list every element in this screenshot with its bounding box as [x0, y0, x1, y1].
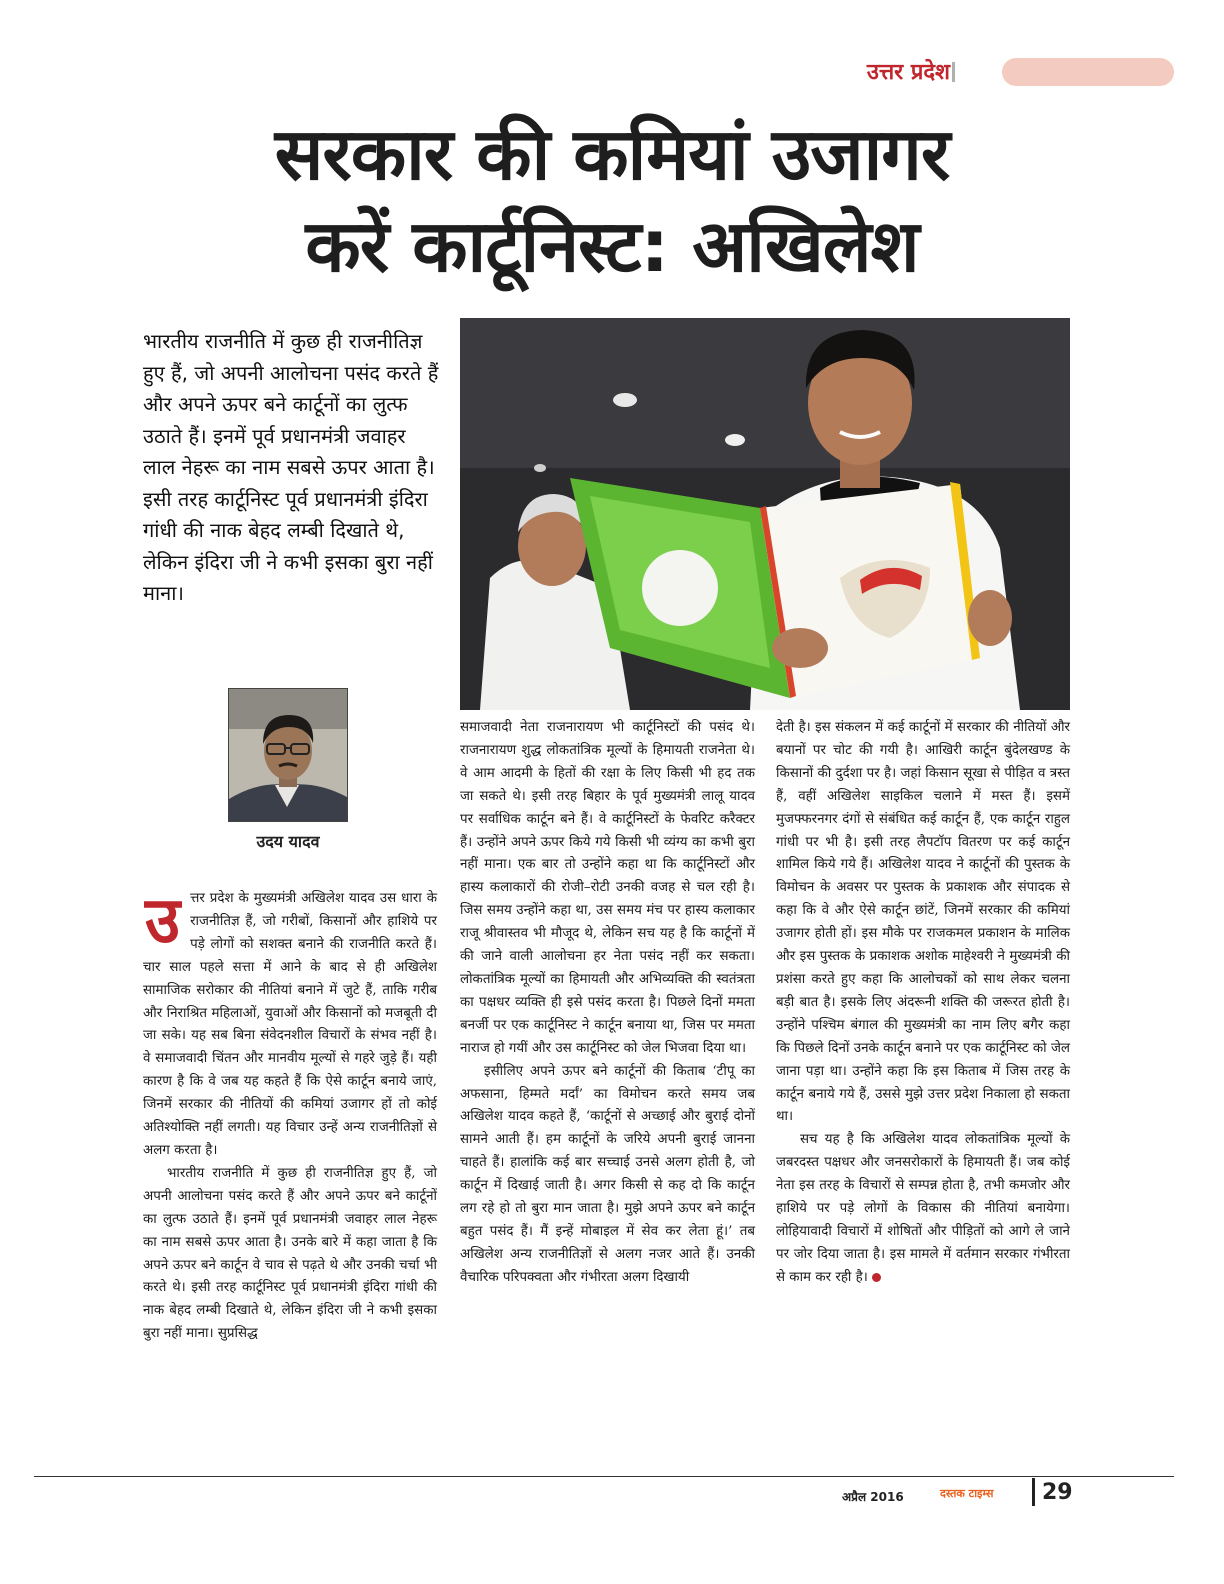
column-3-text-2: सच यह है कि अखिलेश यादव लोकतांत्रिक मूल्यों के जबरदस्त पक्षधर और जनसरोकारों के हिमायती हैं। जब कोई नेता इस तरह के विचारों से सम्पन्न होता है, तभी कमजोर और हाशिये पर पड़े लोगों के विकास की नीतियां बनायेगा। लोहियावादी विचारों में शोषितों और पीड़ितों को आगे ले जाने पर जोर दिया जाता है। इस मामले में वर्तमान सरकार गंभीरता से काम कर रही है। — [776, 1132, 1070, 1285]
intro-text: भारतीय राजनीति में कुछ ही राजनीतिज्ञ हुए हैं, जो अपनी आलोचना पसंद करते हैं और अपने ऊपर बने कार्टूनों का लुत्फ उठाते हैं। इनमें पूर्व प्रधानमंत्री जवाहर लाल नेहरू का नाम सबसे ऊपर आता है। इसी तरह कार्टूनिस्ट पूर्व प्रधानमंत्री इंदिरा गांधी की नाक बेहद लम्बी दिखाते थे, लेकिन इंदिरा जी ने कभी इसका बुरा नहीं माना। — [143, 329, 439, 605]
column-2-paragraph-1: समाजवादी नेता राजनारायण भी कार्टूनिस्टों की पसंद थे। राजनारायण शुद्ध लोकतांत्रिक मूल्यों के हिमायती राजनेता थे। वे आम आदमी के हितों की रक्षा के लिए किसी भी हद तक जा सकते थे। इसी तरह बिहार के पूर्व मुख्यमंत्री लालू यादव पर सर्वाधिक कार्टून बने हैं। वे कार्टूनिस्टों के फेवरिट करैक्टर हैं। उन्होंने अपने ऊपर किये गये किसी भी व्यंग्य का कभी बुरा नहीं माना। एक बार तो उन्होंने कहा था कि कार्टूनिस्टों और हास्य कलाकारों की रोजी–रोटी उनकी वजह से चल रही है। जिस समय उन्होंने कहा था, उस समय मंच पर हास्य कलाकार राजू श्रीवास्तव भी मौजूद थे, लेकिन सच यह है कि कार्टूनों में की जाने वाली आलोचना हर नेता पसंद नहीं कर सकता। लोकतांत्रिक मूल्यों का हिमायती और अभिव्यक्ति की स्वतंत्रता का पक्षधर व्यक्ति ही इसे पसंद करता है। पिछले दिनों ममता बनर्जी पर एक कार्टूनिस्ट ने कार्टून बनाया था, जिस पर ममता नाराज हो गयीं और उस कार्टूनिस्ट को जेल भिजवा दिया था। — [460, 720, 755, 1056]
article-column-2 — [460, 717, 755, 1290]
author-portrait-illustration — [229, 689, 347, 821]
section-label: उत्तर प्रदेश — [866, 60, 950, 85]
author-name: उदय यादव — [256, 832, 320, 851]
author-photo — [228, 688, 348, 822]
column-1-paragraph-1 — [143, 884, 437, 1163]
footer-separator — [1032, 1478, 1035, 1506]
column-3-paragraph-1: देती है। इस संकलन में कई कार्टूनों में सरकार की नीतियों और बयानों पर चोट की गयी है। आखिरी कार्टून बुंदेलखण्ड के किसानों की दुर्दशा पर है। जहां किसान सूखा से पीड़ित व त्रस्त हैं, वहीं अखिलेश साइकिल चलाने में मस्त हैं। इसमें मुजफ्फरनगर दंगों से संबंधित कई कार्टून हैं, एक कार्टून राहुल गांधी पर भी है। इसी तरह लैपटॉप वितरण पर कई कार्टून शामिल किये गये हैं। अखिलेश यादव ने कार्टूनों की पुस्तक के विमोचन के अवसर पर पुस्तक के प्रकाशक और संपादक से कहा कि वे और ऐसे कार्टून छांटें, जिनमें सरकार की कमियां उजागर होती हों। इस मौके पर राजकमल प्रकाशन के मालिक और इस पुस्तक के प्रकाशक अशोक माहेश्वरी ने मुख्यमंत्री की प्रशंसा करते हुए कहा कि आलोचकों को साथ लेकर चलना बड़ी बात है। इसके लिए अंदरूनी शक्ति की जरूरत होती है। उन्होंने पश्चिम बंगाल की मुख्यमंत्री का नाम लिए बगैर कहा कि पिछले दिनों उनके कार्टून बनाने पर एक कार्टूनिस्ट को जेल जाना पड़ा था। उन्होंने कहा कि इस किताब में जिस तरह के कार्टून बनाये गये हैं, उससे मुझे उत्तर प्रदेश निकाला हो सकता था। — [776, 720, 1070, 1125]
article-column-3 — [776, 717, 1070, 1290]
headline-line-2: करें कार्टूनिस्ट: अखिलेश — [305, 204, 919, 288]
book-launch-photo-illustration — [460, 318, 1070, 710]
page-number: 29 — [1042, 1480, 1073, 1505]
footer-brand-logo: दस्तक टाइम्स — [940, 1487, 994, 1500]
headline — [60, 108, 1164, 292]
end-mark-icon — [872, 1273, 881, 1282]
section-divider — [952, 62, 955, 82]
footer-date: अप्रैल 2016 — [842, 1490, 904, 1504]
column-2-paragraph-2: इसीलिए अपने ऊपर बने कार्टूनों की किताब ‘टीपू का अफसाना, हिम्मते मर्दां’ का विमोचन करते समय जब अखिलेश यादव कहते हैं, ‘कार्टूनों से अच्छाई और बुराई दोनों सामने आती हैं। हम कार्टूनों के जरिये अपनी बुराई जानना चाहते हैं। हालांकि कई बार सच्चाई उनसे अलग होती है, जो कार्टून में दिखाई जाती है। अगर किसी से कह दो कि कार्टून लग रहे हो तो बुरा मान जाता है। मुझे अपने ऊपर बने कार्टून बहुत पसंद हैं। मैं इन्हें मोबाइल में सेव कर लेता हूं।’ तब अखिलेश अन्य राजनीतिज्ञों से अलग नजर आते हैं। उनकी वैचारिक परिपक्वता और गंभीरता अलग दिखायी — [460, 1063, 755, 1285]
column-3-paragraph-2 — [776, 1129, 1070, 1289]
headline-line-1: सरकार की कमियां उजागर — [274, 112, 950, 196]
column-1-text-1: त्तर प्रदेश के मुख्यमंत्री अखिलेश यादव उस धारा के राजनीतिज्ञ हैं, जो गरीबों, किसानों और हाशिये पर पड़े लोगों को सशक्त बनाने की राजनीति करते हैं। चार साल पहले सत्ता में आने के बाद से ही अखिलेश सामाजिक सरोकार की नीतियां बनाने में जुटे हैं, ताकि गरीब और निराश्रित महिलाओं, युवाओं और किसानों को मजबूती दी जा सके। यह सब बिना संवेदनशील विचारों के संभव नहीं है। वे समाजवादी चिंतन और मानवीय मूल्यों से गहरे जुड़े हैं। यही कारण है कि वे जब यह कहते हैं कि ऐसे कार्टून बनाये जाएं, जिनमें सरकार की नीतियों की कमियां उजागर हों तो कोई अतिश्योक्ति नहीं लगती। यह विचार उन्हें अन्य राजनीतिज्ञों से अलग करता है। — [143, 891, 437, 1158]
section-pill — [1002, 58, 1174, 86]
main-photo — [460, 318, 1070, 710]
drop-cap: उ — [145, 884, 181, 958]
column-1-paragraph-2: भारतीय राजनीति में कुछ ही राजनीतिज्ञ हुए हैं, जो अपनी आलोचना पसंद करते हैं और अपने ऊपर बने कार्टूनों का लुत्फ उठाते हैं। इनमें पूर्व प्रधानमंत्री जवाहर लाल नेहरू का नाम सबसे ऊपर आता है। उनके बारे में कहा जाता है कि अपने ऊपर बने कार्टून वे चाव से पढ़ते थे और उनकी चर्चा भी करते थे। इसी तरह कार्टूनिस्ट पूर्व प्रधानमंत्री इंदिरा गांधी की नाक बेहद लम्बी दिखाते थे, लेकिन इंदिरा जी ने कभी इसका बुरा नहीं माना। सुप्रसिद्ध — [143, 1165, 437, 1342]
footer-rule — [34, 1476, 1174, 1477]
article-column-1 — [143, 884, 437, 1346]
